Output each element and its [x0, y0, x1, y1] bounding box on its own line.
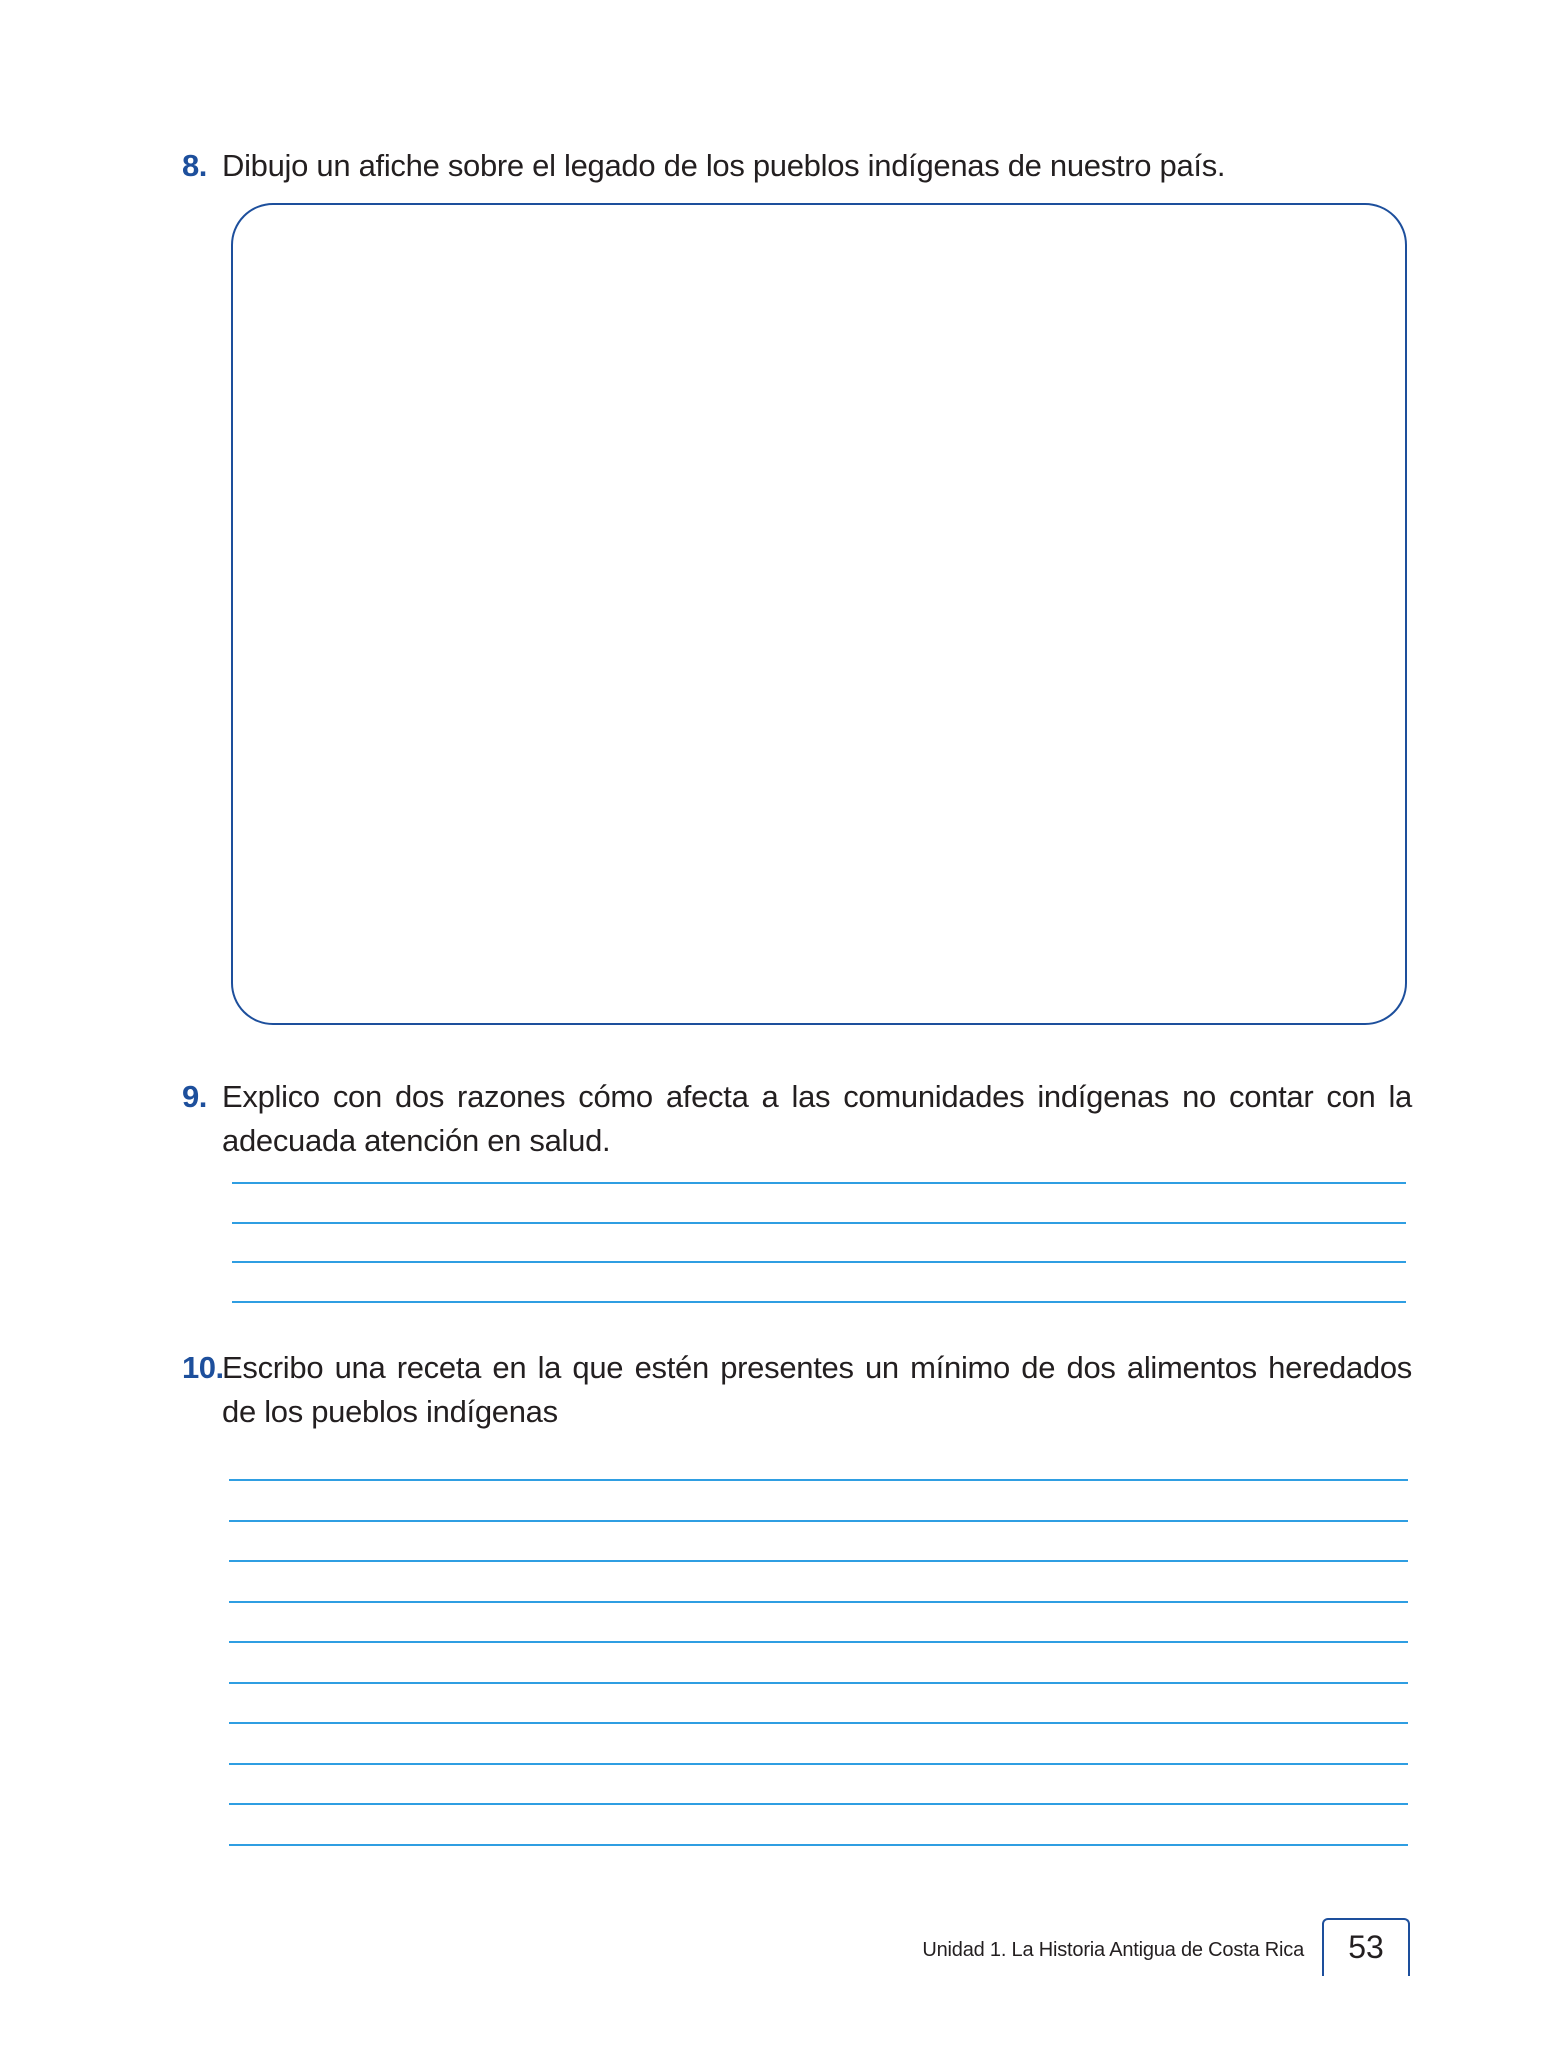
answer-line[interactable]	[229, 1844, 1408, 1846]
answer-line[interactable]	[229, 1479, 1408, 1481]
question-text: Explico con dos razones cómo afecta a las comunidades indígenas no contar con la adecuada atención en salud.	[222, 1079, 1412, 1158]
answer-line[interactable]	[229, 1803, 1408, 1805]
answer-line[interactable]	[229, 1520, 1408, 1522]
answer-line[interactable]	[232, 1301, 1406, 1303]
answer-line[interactable]	[229, 1601, 1408, 1603]
answer-lines-question-9	[232, 1182, 1406, 1302]
poster-drawing-area[interactable]	[231, 203, 1407, 1025]
answer-line[interactable]	[229, 1722, 1408, 1724]
answer-line[interactable]	[232, 1261, 1406, 1263]
answer-line[interactable]	[229, 1560, 1408, 1562]
answer-line[interactable]	[232, 1182, 1406, 1184]
page-number: 53	[1322, 1918, 1410, 1976]
question-text: Escribo una receta en la que estén presentes un mínimo de dos alimentos heredados de los pueblos indígenas	[222, 1350, 1412, 1429]
answer-line[interactable]	[232, 1222, 1406, 1224]
unit-title: Unidad 1. La Historia Antigua de Costa Rica	[922, 1939, 1304, 1961]
answer-line[interactable]	[229, 1763, 1408, 1765]
answer-line[interactable]	[229, 1682, 1408, 1684]
question-10	[182, 1346, 1412, 1434]
question-number: 9.	[182, 1079, 207, 1114]
answer-line[interactable]	[229, 1641, 1408, 1643]
answer-lines-question-10	[229, 1479, 1408, 1849]
question-number: 10.	[182, 1350, 224, 1385]
page-footer	[0, 1918, 1564, 1978]
question-8	[182, 144, 1412, 188]
question-text: Dibujo un afiche sobre el legado de los pueblos indígenas de nuestro país.	[222, 148, 1226, 183]
question-9	[182, 1075, 1412, 1163]
question-number: 8.	[182, 148, 207, 183]
